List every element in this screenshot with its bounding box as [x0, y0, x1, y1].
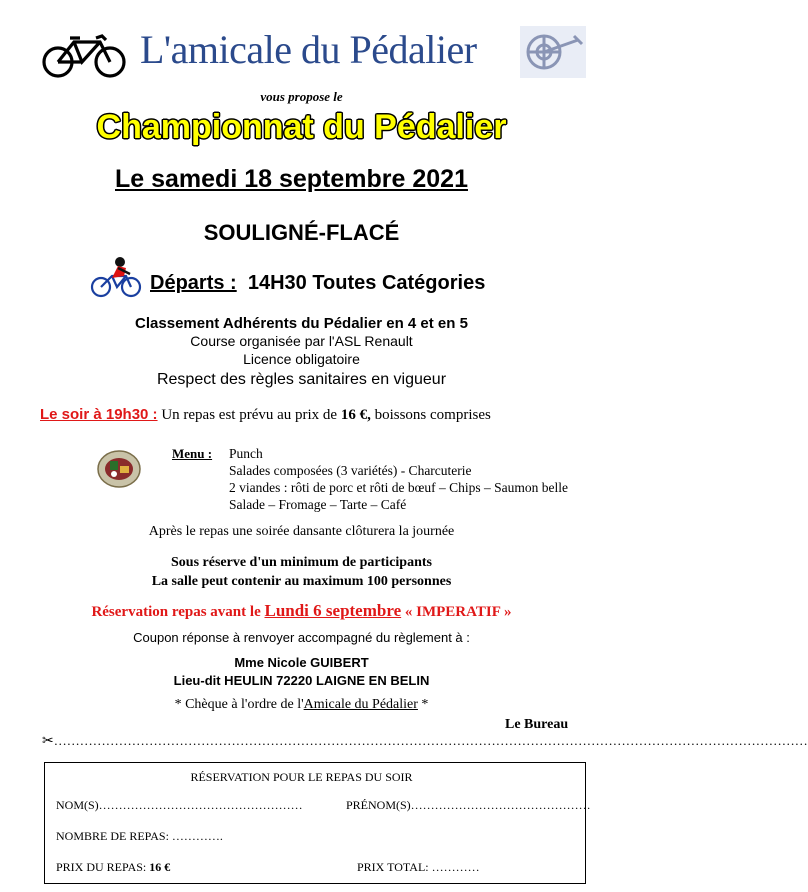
- departs-value: 14H30 Toutes Catégories: [247, 272, 486, 294]
- menu-label: Menu :: [172, 446, 213, 461]
- tagline: vous propose le: [260, 89, 343, 104]
- deadline-date: Lundi 6 septembre: [264, 601, 402, 620]
- event-title: Championnat du Pédalier: [96, 108, 507, 146]
- dinner-text: Un repas est prévu au prix de: [161, 407, 341, 423]
- contact-address: Lieu-dit HEULIN 72220 LAIGNE EN BELIN: [173, 673, 430, 688]
- cheque-payee: Amicale du Pédalier: [303, 697, 418, 712]
- departs-label: Départs :: [150, 272, 237, 294]
- ranking-info: Classement Adhérents du Pédalier en 4 et en 5: [135, 315, 468, 332]
- form-title: RÉSERVATION POUR LE REPAS DU SOIR: [190, 770, 413, 784]
- meal-count-field[interactable]: NOMBRE DE REPAS: ………….: [56, 829, 223, 843]
- dinner-drinks: boissons comprises: [370, 407, 491, 423]
- organizer-info: Course organisée par l'ASL Renault: [190, 333, 413, 349]
- meal-price-label: PRIX DU REPAS:: [56, 860, 147, 874]
- cheque-suffix: *: [417, 697, 429, 712]
- name-field[interactable]: NOM(S)……………………………………………: [56, 798, 303, 812]
- min-participants-note: Sous réserve d'un minimum de participants: [171, 555, 432, 570]
- firstname-field[interactable]: PRÉNOM(S)………………………………………: [346, 798, 591, 812]
- menu-item: Salades composées (3 variétés) - Charcuterie: [229, 463, 472, 478]
- contact-name: Mme Nicole GUIBERT: [234, 655, 369, 670]
- signature: Le Bureau: [505, 717, 569, 732]
- departs-line: [150, 272, 485, 295]
- event-date: Le samedi 18 septembre 2021: [115, 165, 468, 193]
- cheque-prefix: * Chèque à l'ordre de l': [174, 697, 304, 712]
- club-title: L'amicale du Pédalier: [140, 27, 477, 72]
- after-meal-note: Après le repas une soirée dansante clôturera la journée: [148, 524, 455, 539]
- dinner-label: Le soir à 19h30 :: [40, 406, 158, 423]
- deadline-prefix: Réservation repas avant le: [91, 604, 265, 620]
- scissors-icon: ✂: [42, 734, 54, 749]
- licence-info: Licence obligatoire: [243, 351, 360, 367]
- crankset-icon: [520, 26, 586, 78]
- total-price-field[interactable]: PRIX TOTAL: …………: [357, 860, 480, 874]
- cyclist-icon: [90, 256, 142, 298]
- meal-price: [56, 860, 170, 875]
- reservation-deadline: [0, 601, 603, 621]
- menu-item: 2 viandes : rôti de porc et rôti de bœuf – Chips – Saumon belle: [229, 480, 568, 495]
- dinner-price: 16 €,: [340, 407, 371, 423]
- deadline-suffix: « IMPERATIF »: [401, 604, 512, 620]
- event-location: SOULIGNÉ-FLACÉ: [203, 220, 400, 245]
- cheque-instructions: [0, 697, 603, 713]
- menu-item: Punch: [229, 446, 263, 461]
- menu-item: Salade – Fromage – Tarte – Café: [229, 497, 407, 512]
- capacity-note: La salle peut contenir au maximum 100 personnes: [151, 574, 452, 589]
- dinner-info: [40, 406, 491, 424]
- cut-line: ✂…………………………………………………………………………………………………………………………………………………………: [42, 733, 808, 749]
- sanitary-info: Respect des règles sanitaires en vigueur: [156, 371, 447, 388]
- meal-price-value: 16 €: [149, 860, 171, 874]
- coupon-instructions: Coupon réponse à renvoyer accompagné du règlement à :: [133, 630, 470, 645]
- meal-icon: [96, 448, 142, 490]
- bicycle-icon: [40, 30, 128, 80]
